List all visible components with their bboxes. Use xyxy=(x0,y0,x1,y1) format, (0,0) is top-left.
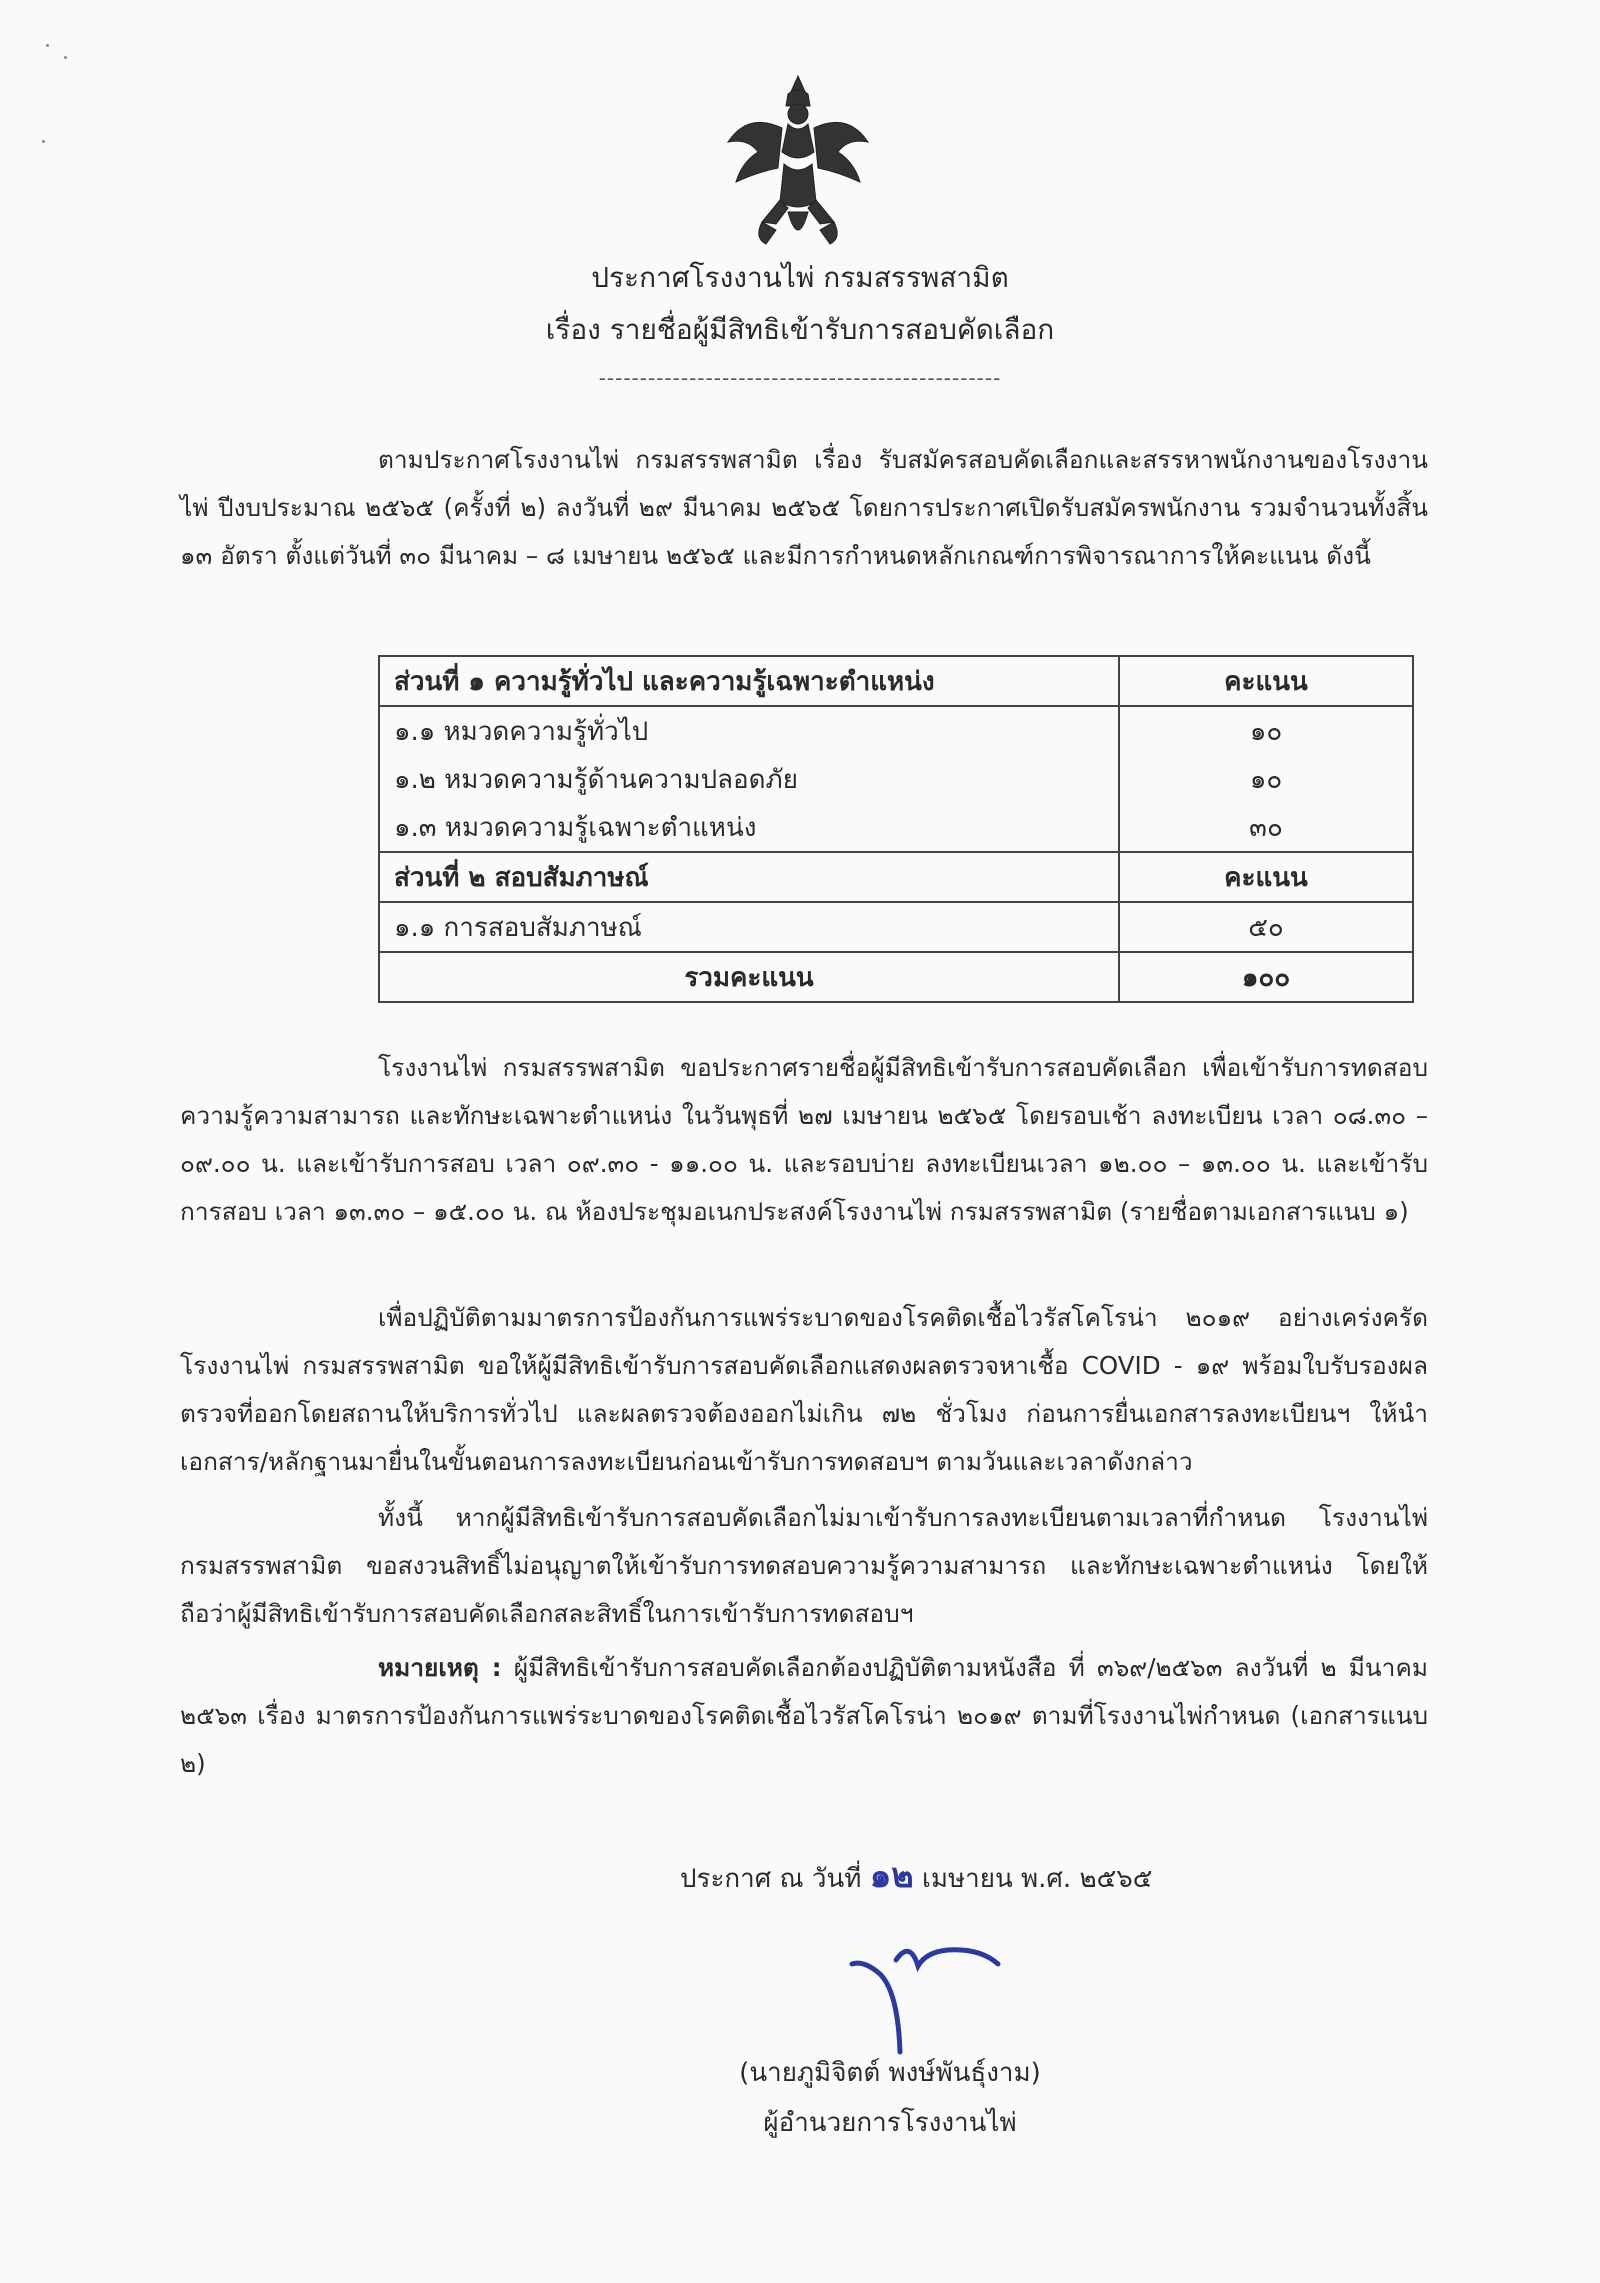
handwritten-signature xyxy=(840,1930,1020,2060)
row-score: ๑๐ xyxy=(1119,755,1413,803)
total-label: รวมคะแนน xyxy=(379,952,1119,1002)
covid-paragraph: เพื่อปฏิบัติตามมาตรการป้องกันการแพร่ระบาดของโรคติดเชื้อไวรัสโคโรน่า ๒๐๑๙ อย่างเคร่งครัด โรงงานไพ่ กรมสรรพสามิต ขอให้ผู้มีสิทธิเข้ารับการสอบคัดเลือกแสดงผลตรวจหาเชื้อ COVID - ๑๙ พร้อมใบรับรองผลตรวจที่ออกโดยสถานให้บริการทั่วไป และผลตรวจต้องออกไม่เกิน ๗๒ ชั่วโมง ก่อนการยื่นเอกสารลงทะเบียนฯ ให้นำเอกสาร/หลักฐานมายื่นในขั้นตอนการลงทะเบียนก่อนเข้ารับการทดสอบฯ ตามวันและเวลาดังกล่าว xyxy=(180,1303,1428,1476)
signer-title: ผู้อำนวยการโรงงานไพ่ xyxy=(763,2108,1017,2138)
table-row xyxy=(379,755,1413,803)
scan-speck xyxy=(46,44,49,47)
table-total-row xyxy=(379,952,1413,1002)
note-text: ผู้มีสิทธิเข้ารับการสอบคัดเลือกต้องปฏิบัติตามหนังสือ ที่ ๓๖๙/๒๕๖๓ ลงวันที่ ๒ มีนาคม ๒๕๖๓ เรื่อง มาตรการป้องกันการแพร่ระบาดของโรคติดเชื้อไวรัสโคโรน่า ๒๐๑๙ ตามที่โรงงานไพ่กำหนด (เอกสารแนบ ๒) xyxy=(180,1653,1428,1778)
total-score: ๑๐๐ xyxy=(1119,952,1413,1002)
score-header: คะแนน xyxy=(1119,656,1413,706)
score-criteria-table xyxy=(378,655,1414,1003)
table-row xyxy=(379,902,1413,952)
row-label: ๑.๑ การสอบสัมภาษณ์ xyxy=(379,902,1119,952)
announcement-date xyxy=(680,1848,1152,1902)
announcement-title: ประกาศโรงงานไพ่ กรมสรรพสามิต xyxy=(591,261,1009,294)
row-score: ๑๐ xyxy=(1119,706,1413,755)
scan-speck xyxy=(64,56,67,59)
part1-header: ส่วนที่ ๑ ความรู้ทั่วไป และความรู้เฉพาะตำแหน่ง xyxy=(379,656,1119,706)
absence-paragraph: ทั้งนี้ หากผู้มีสิทธิเข้ารับการสอบคัดเลือกไม่มาเข้ารับการลงทะเบียนตามเวลาที่กำหนด โรงงานไพ่ กรมสรรพสามิต ขอสงวนสิทธิ์ไม่อนุญาตให้เข้ารับการทดสอบความรู้ความสามารถ และทักษะเฉพาะตำแหน่ง โดยให้ถือว่าผู้มีสิทธิเข้ารับการสอบคัดเลือกสละสิทธิ์ในการเข้ารับการทดสอบฯ xyxy=(180,1503,1428,1628)
row-label: ๑.๑ หมวดความรู้ทั่วไป xyxy=(379,706,1119,755)
intro-paragraph: ตามประกาศโรงงานไพ่ กรมสรรพสามิต เรื่อง รับสมัครสอบคัดเลือกและสรรหาพนักงานของโรงงานไพ่ ปีงบประมาณ ๒๕๖๕ (ครั้งที่ ๒) ลงวันที่ ๒๙ มีนาคม ๒๕๖๕ โดยการประกาศเปิดรับสมัครพนักงาน รวมจำนวนทั้งสิ้น ๑๓ อัตรา ตั้งแต่วันที่ ๓๐ มีนาคม – ๘ เมษายน ๒๕๖๕ และมีการกำหนดหลักเกณฑ์การพิจารณาการให้คะแนน ดังนี้ xyxy=(180,445,1428,570)
table-header-row xyxy=(379,852,1413,902)
announcement-subject: เรื่อง รายชื่อผู้มีสิทธิเข้ารับการสอบคัดเลือก xyxy=(545,313,1055,346)
scan-speck xyxy=(42,140,45,143)
title-divider: ------------------------------------------------- xyxy=(598,366,1002,390)
signer-name: (นายภูมิจิตต์ พงษ์พันธุ์งาม) xyxy=(739,2058,1041,2088)
table-row xyxy=(379,706,1413,755)
row-label: ๑.๓ หมวดความรู้เฉพาะตำแหน่ง xyxy=(379,803,1119,852)
date-day: ๑๒ xyxy=(869,1856,914,1896)
announcement-paragraph: โรงงานไพ่ กรมสรรพสามิต ขอประกาศรายชื่อผู้มีสิทธิเข้ารับการสอบคัดเลือก เพื่อเข้ารับการทดสอบความรู้ความสามารถ และทักษะเฉพาะตำแหน่ง ในวันพุธที่ ๒๗ เมษายน ๒๕๖๕ โดยรอบเช้า ลงทะเบียน เวลา ๐๘.๓๐ – ๐๙.๐๐ น. และเข้ารับการสอบ เวลา ๐๙.๓๐ - ๑๑.๐๐ น. และรอบบ่าย ลงทะเบียนเวลา ๑๒.๐๐ – ๑๓.๐๐ น. และเข้ารับการสอบ เวลา ๑๓.๓๐ – ๑๕.๐๐ น. ณ ห้องประชุมอเนกประสงค์โรงงานไพ่ กรมสรรพสามิต (รายชื่อตามเอกสารแนบ ๑) xyxy=(180,1053,1428,1226)
garuda-emblem-icon xyxy=(718,72,878,252)
row-score: ๓๐ xyxy=(1119,803,1413,852)
row-label: ๑.๒ หมวดความรู้ด้านความปลอดภัย xyxy=(379,755,1119,803)
note-paragraph xyxy=(180,1644,1428,1788)
date-prefix: ประกาศ ณ วันที่ xyxy=(680,1864,862,1894)
row-score: ๕๐ xyxy=(1119,902,1413,952)
part2-header: ส่วนที่ ๒ สอบสัมภาษณ์ xyxy=(379,852,1119,902)
table-row xyxy=(379,803,1413,852)
score-header: คะแนน xyxy=(1119,852,1413,902)
note-label: หมายเหตุ : xyxy=(378,1653,502,1682)
table-header-row xyxy=(379,656,1413,706)
date-suffix: เมษายน พ.ศ. ๒๕๖๕ xyxy=(921,1864,1153,1894)
